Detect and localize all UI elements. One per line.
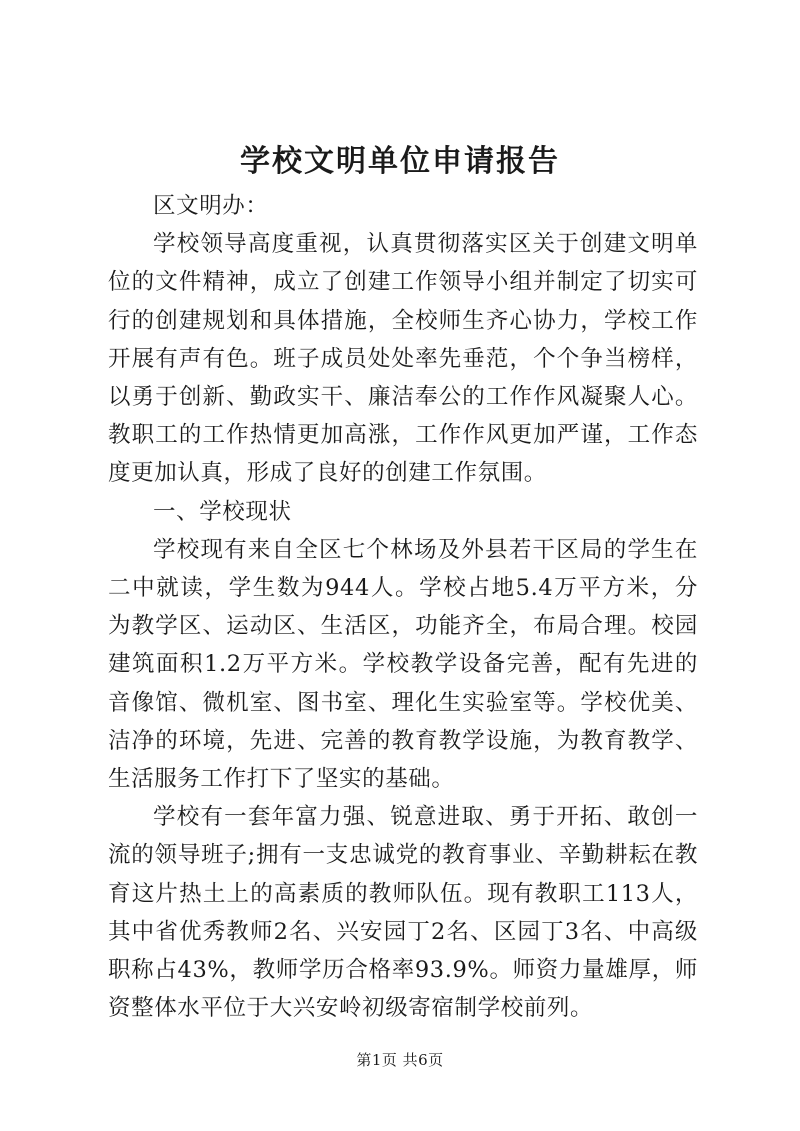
paragraph-staff: 学校有一套年富力强、锐意进取、勇于开拓、敢创一流的领导班子;拥有一支忠诚党的教育事业、辛勤耕耘在教育这片热土上的高素质的教师队伍。现有教职工113人，其中省优秀教师2名、兴安园丁2名、区园丁3名、中高级职称占43%，教师学历合格率93.9%。师资力量雄厚，师资整体水平位于大兴安岭初级寄宿制学校前列。 [108,804,698,1022]
salutation: 区文明办： [153,193,269,219]
paragraph-school-status: 学校现有来自全区七个林场及外县若干区局的学生在二中就读，学生数为944人。学校占地5.4万平方米，分为教学区、运动区、生活区，功能齐全，布局合理。校园建筑面积1.2万平方米。学校教学设备完善，配有先进的音像馆、微机室、图书室、理化生实验室等。学校优美、洁净的环境，先进、完善的教育教学设施，为教育教学、生活服务工作打下了坚实的基础。 [108,536,698,793]
paragraph-intro: 学校领导高度重视，认真贯彻落实区关于创建文明单位的文件精神，成立了创建工作领导小组并制定了切实可行的创建规划和具体措施，全校师生齐心协力，学校工作开展有声有色。班子成员处处率先垂范，个个争当榜样，以勇于创新、勤政实干、廉洁奉公的工作作风凝聚人心。教职工的工作热情更加高涨，工作作风更加严谨，工作态度更加认真，形成了良好的创建工作氛围。 [108,231,698,487]
document-title: 学校文明单位申请报告 [240,144,560,179]
page-footer: 第1页 共6页 [356,1051,444,1069]
document-body [108,187,698,1027]
section-heading: 一、学校现状 [153,498,292,525]
